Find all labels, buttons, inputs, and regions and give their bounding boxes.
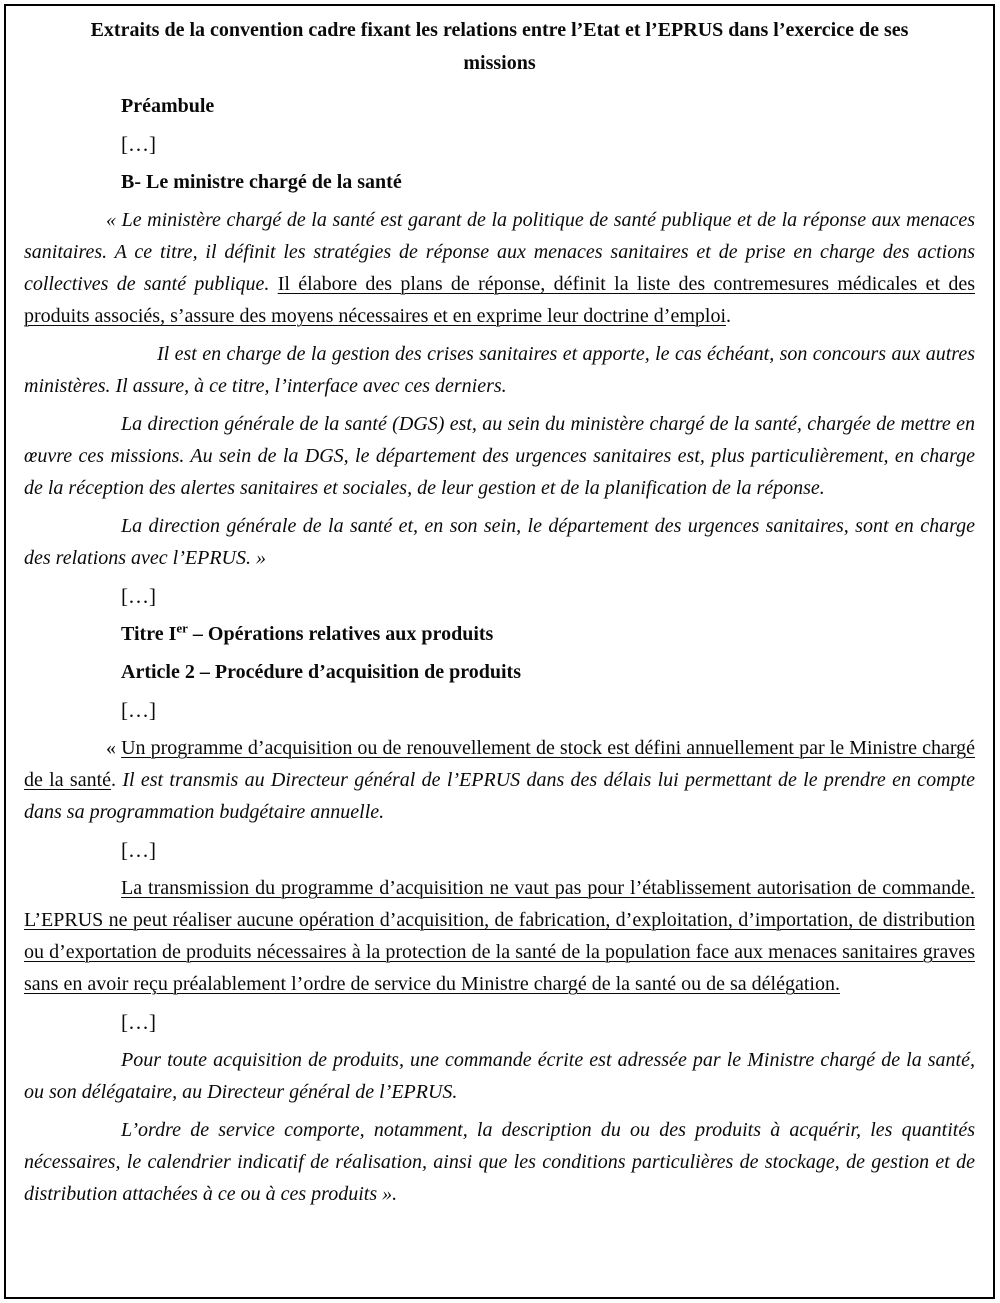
paragraph-run-guillemet: « <box>106 737 122 759</box>
ellipsis-marker: […] <box>121 1010 156 1034</box>
document-title: Extraits de la convention cadre fixant les relations entre l’Etat et l’EPRUS dans l’exercice de ses missions <box>90 19 909 74</box>
heading-article-2: Article 2 – Procédure d’acquisition de produits <box>121 661 521 683</box>
ellipsis-marker: […] <box>121 698 156 722</box>
paragraph-run-underline: Il élabore des plans de réponse, définit la liste des contremesures médicales et des produits associés, s’assure des moyens nécessaires et en exprime leur doctrine d’emploi <box>24 273 975 327</box>
heading-titre-1-text: Titre I <box>121 623 177 645</box>
heading-section-b: B- Le ministre chargé de la santé <box>121 171 402 193</box>
paragraph-run-underline: Un programme d’acquisition ou de renouvellement de stock est défini annuellement par le Ministre chargé de la santé <box>24 737 975 791</box>
heading-preambule: Préambule <box>121 95 215 117</box>
paragraph-run-italic: Il est transmis au Directeur général de l’EPRUS dans des délais lui permettant de le prendre en compte dans sa programmation budgétaire annuelle. <box>24 769 976 823</box>
heading-titre-1-superscript: er <box>176 620 188 636</box>
paragraph-commande-ecrite: Pour toute acquisition de produits, une commande écrite est adressée par le Ministre chargé de la santé, ou son délégataire, au Directeur général de l’EPRUS. <box>24 1049 975 1103</box>
heading-titre-1 <box>121 618 975 650</box>
paragraph-run-plain: . <box>726 305 732 327</box>
heading-titre-1-suffix: – Opérations relatives aux produits <box>187 623 494 645</box>
paragraph-programme-acquisition <box>24 732 975 828</box>
paragraph-dgs: La direction générale de la santé (DGS) est, au sein du ministère chargé de la santé, chargée de mettre en œuvre ces missions. Au sein de la DGS, le département des urgences sanitaires est, plus particulièrement, en charge de la réception des alertes sanitaires et sociales, de leur gestion et de la planification de la réponse. <box>24 413 975 499</box>
ellipsis-marker: […] <box>121 838 156 862</box>
paragraph-gestion-crises: Il est en charge de la gestion des crises sanitaires et apporte, le cas échéant, son concours aux autres ministères. Il assure, à ce titre, l’interface avec ces derniers. <box>24 343 975 397</box>
paragraph-ministere-garant <box>24 204 975 332</box>
paragraph-run-italic: « Le ministère chargé de la santé est garant de la politique de santé publique et de la réponse aux menaces sanitaires. A ce titre, il définit les stratégies de réponse aux menaces sanitaires et de prise en charge des actions collectives de santé publique. <box>24 209 975 295</box>
paragraph-run-plain: . <box>111 769 123 791</box>
ellipsis-marker: […] <box>121 132 156 156</box>
paragraph-relations-eprus: La direction générale de la santé et, en son sein, le département des urgences sanitaires, sont en charge des relations avec l’EPRUS. » <box>24 515 975 569</box>
paragraph-ordre-de-service: L’ordre de service comporte, notamment, la description du ou des produits à acquérir, les quantités nécessaires, le calendrier indicatif de réalisation, ainsi que les conditions particulières de stockage, de gestion et de distribution attachées à ce ou à ces produits ». <box>24 1119 975 1205</box>
ellipsis-marker: […] <box>121 584 156 608</box>
document-page <box>4 4 995 1299</box>
paragraph-transmission-programme: La transmission du programme d’acquisition ne vaut pas pour l’établissement autorisation de commande. L’EPRUS ne peut réaliser aucune opération d’acquisition, de fabrication, d’exploitation, d’importation, de distribution ou d’exportation de produits nécessaires à la protection de la santé de la population face aux menaces sanitaires graves sans en avoir reçu préalablement l’ordre de service du Ministre chargé de la santé ou de sa délégation. <box>24 877 975 995</box>
